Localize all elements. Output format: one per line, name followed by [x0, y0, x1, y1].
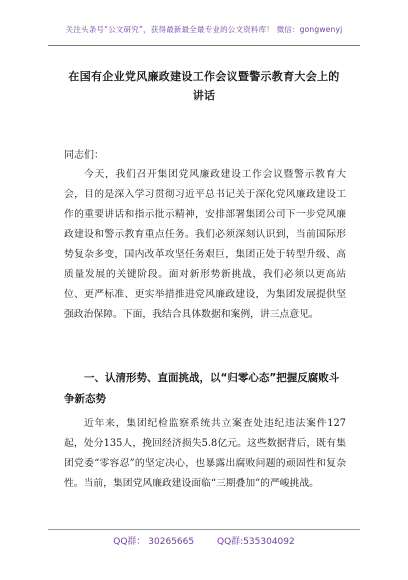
section-heading-1: 一、认清形势、直面挑战，以“归零心态”把握反腐败斗争新态势 — [64, 372, 340, 405]
header-banner: 关注头条号“公文研究”，获得最新最全最专业的公文资料库！ 微信：gongwenyj — [65, 25, 343, 34]
footer-divider — [48, 529, 360, 530]
footer-qq-group-2: QQ群:535304092 — [216, 537, 295, 547]
salutation: 同志们： — [64, 150, 104, 161]
header-divider — [48, 45, 360, 46]
body-paragraph-1: 今天，我们召开集团党风廉政建设工作会议暨警示教育大会，目的是深入学习贯彻习近平总书记关于深化党风廉政建设工作的重要讲话和指示批示精神，安排部署集团公司下一步党风廉政建设和警示教育重点任务。我们必须深刻认识到，当前国际形势复杂多变，国内改革攻坚任务艰巨，集团正处于转型升级、高质量发展的关键阶段。面对新形势新挑战，我们必须以更高站位、更严标准、更实举措推进党风廉政建设，为集团发展提供坚强政治保障。下面，我结合具体数据和案例，讲三点意见。 — [64, 169, 346, 320]
document-title: 在国有企业党风廉政建设工作会议暨警示教育大会上的讲话 — [68, 70, 340, 102]
body-paragraph-2: 近年来，集团纪检监察系统共立案查处违纪违法案件127起，处分135人，挽回经济损失5.8亿元。这些数据背后，既有集团党委“零容忍”的坚定决心，也暴露出腐败问题的顽固性和复杂性。当前，集团党风廉政建设面临“三期叠加”的严峻挑战。 — [64, 418, 346, 489]
footer-qq-group-1: QQ群： 30265665 — [113, 537, 195, 547]
footer — [0, 534, 408, 547]
